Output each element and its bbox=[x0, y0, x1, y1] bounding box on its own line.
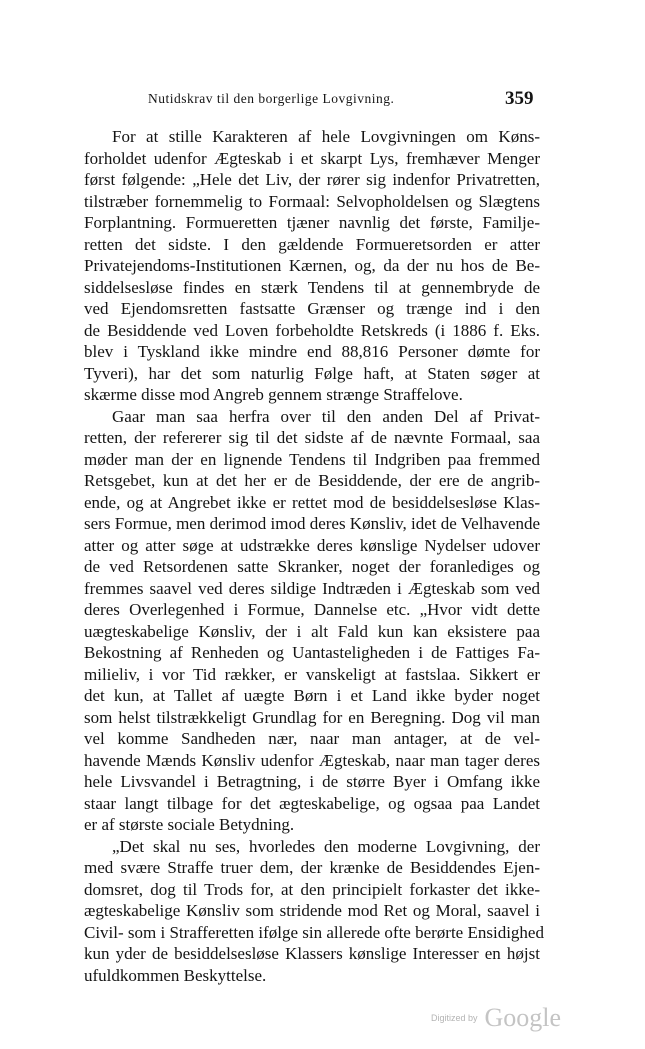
text-line: siddelsesløse findes en stærk Tendens til at gennembryde de bbox=[84, 277, 540, 297]
text-line: retten det sidste. I den gældende Formueretsorden er atter bbox=[84, 234, 540, 254]
text-line: først følgende: „Hele det Liv, der rører sig indenfor Privatretten, bbox=[84, 170, 540, 189]
text-line: atter og atter søge at udstrække deres kønslige Nydelser udover bbox=[84, 535, 540, 555]
text-line: Civil- som i Strafferetten ifølge sin allerede ofte berørte Ensidighed bbox=[84, 922, 544, 942]
text-line: fremmes saavel ved deres sildige Indtræden i Ægteskab som ved bbox=[84, 578, 540, 598]
text-line: de ved Retsordenen satte Skranker, noget der foranlediges og bbox=[84, 557, 540, 576]
text-line: tilstræber fornemmelig to Formaal: Selvopholdelsen og Slægtens bbox=[84, 191, 540, 211]
text-line: kun yder de besiddelsesløse Klassers kønslige Interesser en højst bbox=[84, 944, 540, 963]
text-line: Tyveri), har det som naturlig Følge haft, at Staten søger at bbox=[84, 363, 540, 383]
text-line: Retsgebet, kun at det her er de Besiddende, der ere de angrib- bbox=[84, 471, 540, 490]
text-line: forholdet udenfor Ægteskab i et skarpt Lys, fremhæver Menger bbox=[84, 148, 540, 168]
text-line: møder man der en lignende Tendens til Indgriben paa fremmed bbox=[84, 449, 540, 469]
text-line: „Det skal nu ses, hvorledes den moderne Lovgivning, der bbox=[112, 836, 540, 856]
text-line: skærme disse mod Angreb gennem strænge Straffelove. bbox=[84, 385, 463, 404]
text-line: det kun, at Tallet af uægte Børn i et Land ikke byder noget bbox=[84, 686, 540, 705]
text-line: Bekostning af Renheden og Uantasteligheden i de Fattiges Fa- bbox=[84, 643, 540, 662]
text-line: Forplantning. Formueretten tjæner navnlig det første, Familje- bbox=[84, 213, 540, 232]
text-line: Gaar man saa herfra over til den anden Del af Privat- bbox=[112, 406, 540, 426]
text-line: deres Overlegenhed i Formue, Dannelse etc. „Hvor vidt dette bbox=[84, 600, 540, 619]
text-line: retten, der refererer sig til det sidste af de nævnte Formaal, saa bbox=[84, 428, 540, 447]
text-line: vel komme Sandheden nær, naar man antager, at de vel- bbox=[84, 729, 540, 748]
text-line: sers Formue, men derimod imod deres Kønsliv, idet de Velhavende bbox=[84, 514, 541, 533]
text-line: hele Livsvandel i Betragtning, i de større Byer i Omfang ikke bbox=[84, 772, 540, 791]
text-line: ende, og at Angrebet ikke er rettet mod de besiddelsesløse Klas- bbox=[84, 492, 540, 512]
text-line: uægteskabelige Kønsliv, der i alt Fald kun kan eksistere paa bbox=[84, 621, 540, 641]
text-line: For at stille Karakteren af hele Lovgivningen om Køns- bbox=[112, 127, 540, 146]
watermark-prefix: Digitized by bbox=[431, 1013, 478, 1023]
text-line: med svære Straffe truer dem, der krænke de Besiddendes Ejen- bbox=[84, 858, 540, 877]
text-line: milieliv, i vor Tid rækker, er vanskeligt at fastslaa. Sikkert er bbox=[84, 664, 540, 684]
text-line: som helst tilstrækkeligt Grundlag for en Beregning. Dog vil man bbox=[84, 707, 540, 727]
text-line: domsret, dog til Trods for, at den principielt forkaster det ikke- bbox=[84, 879, 540, 899]
paragraph-2 bbox=[84, 406, 540, 836]
body-text bbox=[84, 126, 544, 986]
text-line: ufuldkommen Beskyttelse. bbox=[84, 965, 267, 985]
text-line: blev i Tyskland ikke mindre end 88,816 Personer dømte for bbox=[84, 342, 540, 361]
paragraph-3 bbox=[84, 836, 544, 987]
text-line: Privatejendoms-Institutionen Kærnen, og, da der nu hos de Be- bbox=[84, 256, 540, 275]
paragraph-1 bbox=[84, 126, 540, 406]
text-line: staar langt tilbage for det ægteskabelige, og ogsaa paa Landet bbox=[84, 793, 540, 813]
text-line: havende Mænds Kønsliv udenfor Ægteskab, naar man tager deres bbox=[84, 750, 540, 770]
text-line: er af største sociale Betydning. bbox=[84, 815, 295, 834]
text-line: ægteskabelige Kønsliv som stridende mod Ret og Moral, saavel i bbox=[84, 901, 540, 920]
running-title: Nutidskrav til den borgerlige Lovgivning. bbox=[148, 91, 395, 106]
text-line: de Besiddende ved Loven forbeholdte Retskreds (i 1886 f. Eks. bbox=[84, 320, 540, 340]
page-number: 359 bbox=[505, 88, 534, 109]
google-logo: Google bbox=[484, 1003, 562, 1032]
text-line: ved Ejendomsretten fastsatte Grænser og trænge ind i den bbox=[84, 299, 540, 318]
digitized-by-watermark bbox=[431, 1003, 561, 1033]
